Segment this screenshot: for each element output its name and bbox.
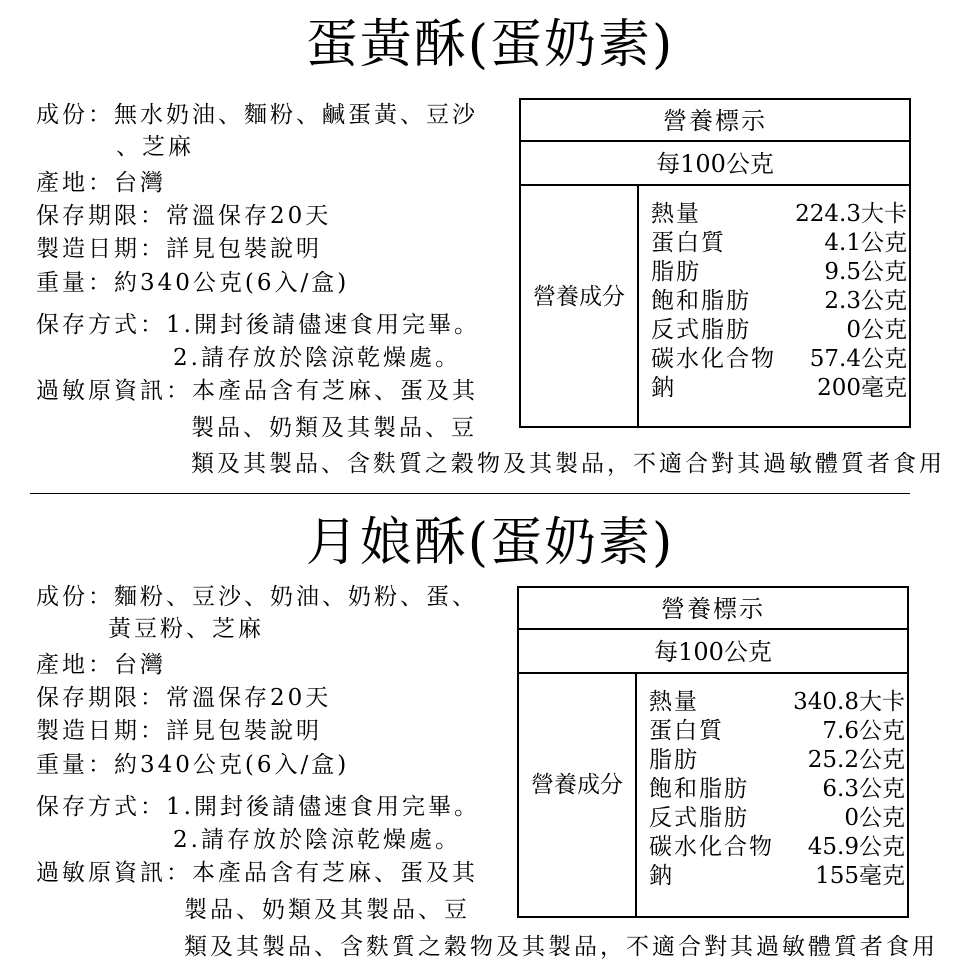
nutrient-value: 224.3大卡 [795, 201, 907, 227]
ingredients-line-continued: 黃豆粉、芝麻 [108, 616, 264, 642]
nutrient-row [651, 374, 907, 403]
nutrient-name: 反式脂肪 [649, 805, 749, 831]
nutrient-row [651, 316, 907, 345]
nutrient-value: 155毫克 [815, 863, 905, 889]
nutrition-table-title: 營養標示 [521, 100, 909, 142]
nutrient-name: 脂肪 [649, 747, 699, 773]
nutrient-value: 340.8大卡 [793, 689, 905, 715]
ingredients-line: 成份：麵粉、豆沙、奶油、奶粉、蛋、 [36, 584, 478, 610]
nutrient-row [649, 862, 905, 891]
product-section-moon-pastry [0, 490, 980, 980]
nutrient-row [649, 833, 905, 862]
nutrient-name: 蛋白質 [651, 230, 726, 256]
origin-line: 產地：台灣 [36, 170, 166, 196]
nutrient-value: 6.3公克 [822, 776, 905, 802]
nutrition-table [519, 98, 911, 428]
nutrient-row [649, 746, 905, 775]
allergy-line-continued-2: 類及其製品、含麩質之穀物及其製品，不適合對其過敏體質者食用 [191, 451, 945, 477]
nutrition-table [517, 586, 909, 918]
product-title: 月娘酥(蛋奶素) [305, 513, 675, 573]
nutrition-label: 營養成分 [531, 772, 623, 798]
nutrient-value: 4.1公克 [824, 230, 907, 256]
nutrient-name: 脂肪 [651, 259, 701, 285]
origin-line: 產地：台灣 [36, 652, 166, 678]
nutrient-name: 碳水化合物 [651, 346, 776, 372]
shelf-life-line: 保存期限：常溫保存20天 [36, 203, 332, 229]
weight-line: 重量：約340公克(6入/盒) [36, 270, 350, 296]
nutrition-label-cell [521, 186, 639, 426]
nutrient-name: 熱量 [649, 689, 699, 715]
storage-line-continued: 2.請存放於陰涼乾燥處。 [173, 345, 461, 371]
nutrient-name: 飽和脂肪 [649, 776, 749, 802]
nutrient-value: 57.4公克 [809, 346, 907, 372]
nutrient-row [651, 258, 907, 287]
nutrition-label: 營養成分 [533, 284, 625, 310]
nutrition-label-cell [519, 674, 637, 916]
nutrient-value: 2.3公克 [824, 288, 907, 314]
nutrient-name: 熱量 [651, 201, 701, 227]
nutrient-row [651, 200, 907, 229]
storage-line-continued: 2.請存放於陰涼乾燥處。 [173, 827, 461, 853]
storage-line: 保存方式：1.開封後請儘速食用完畢。 [36, 312, 480, 338]
nutrient-value: 0公克 [844, 805, 905, 831]
ingredients-line-continued: 、芝麻 [116, 134, 194, 160]
nutrient-name: 飽和脂肪 [651, 288, 751, 314]
allergy-line-continued: 製品、奶類及其製品、豆 [184, 897, 470, 923]
nutrient-value: 9.5公克 [824, 259, 907, 285]
nutrient-list [651, 200, 907, 403]
product-title: 蛋黃酥(蛋奶素) [305, 15, 675, 75]
nutrient-value: 0公克 [846, 317, 907, 343]
allergy-line-continued-2: 類及其製品、含麩質之穀物及其製品，不適合對其過敏體質者食用 [184, 934, 938, 960]
shelf-life-line: 保存期限：常溫保存20天 [36, 685, 332, 711]
ingredients-line: 成份：無水奶油、麵粉、鹹蛋黃、豆沙 [36, 102, 478, 128]
nutrient-row [649, 717, 905, 746]
nutrient-value: 25.2公克 [807, 747, 905, 773]
nutrient-value: 45.9公克 [807, 834, 905, 860]
nutrient-row [649, 688, 905, 717]
nutrient-row [651, 345, 907, 374]
nutrient-row [649, 775, 905, 804]
allergy-line-continued: 製品、奶類及其製品、豆 [191, 415, 477, 441]
nutrition-table-title: 營養標示 [519, 588, 907, 630]
nutrition-table-per-serving: 每100公克 [521, 142, 909, 186]
nutrient-value: 200毫克 [817, 375, 907, 401]
storage-line: 保存方式：1.開封後請儘速食用完畢。 [36, 794, 480, 820]
nutrient-name: 鈉 [649, 863, 674, 889]
nutrient-name: 碳水化合物 [649, 834, 774, 860]
nutrient-value: 7.6公克 [822, 718, 905, 744]
nutrition-table-per-serving: 每100公克 [519, 630, 907, 674]
mfg-date-line: 製造日期：詳見包裝說明 [36, 236, 322, 262]
allergy-line: 過敏原資訊：本產品含有芝麻、蛋及其 [36, 378, 478, 404]
nutrient-name: 鈉 [651, 375, 676, 401]
nutrient-row [649, 804, 905, 833]
nutrient-row [651, 229, 907, 258]
weight-line: 重量：約340公克(6入/盒) [36, 752, 350, 778]
nutrient-row [651, 287, 907, 316]
nutrient-name: 反式脂肪 [651, 317, 751, 343]
nutrient-list [649, 688, 905, 891]
allergy-line: 過敏原資訊：本產品含有芝麻、蛋及其 [36, 860, 478, 886]
mfg-date-line: 製造日期：詳見包裝說明 [36, 718, 322, 744]
nutrient-name: 蛋白質 [649, 718, 724, 744]
